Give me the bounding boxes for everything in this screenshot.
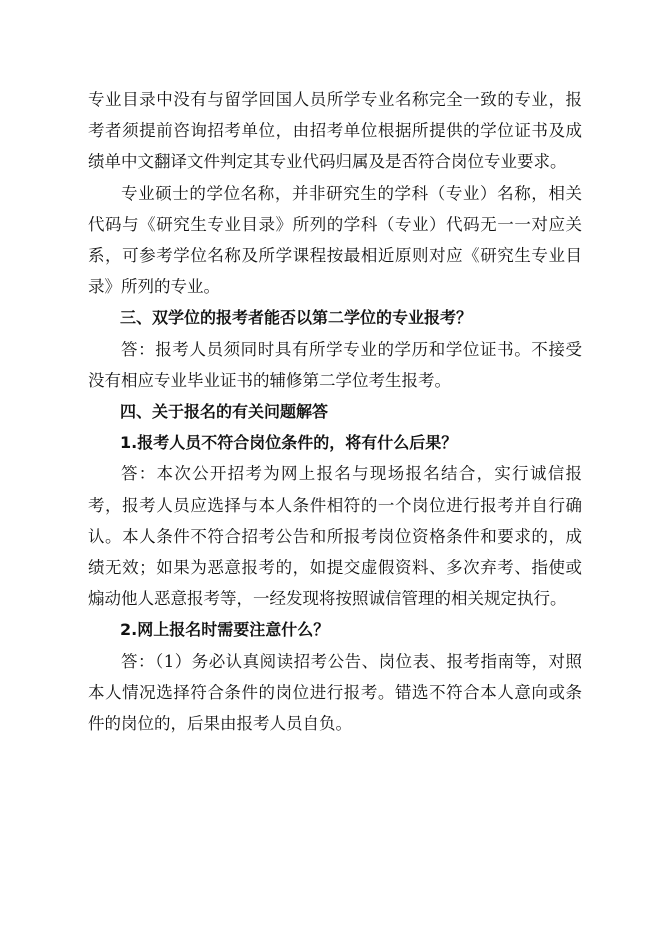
section-heading-double-degree: 三、双学位的报考者能否以第二学位的专业报考？ [120, 308, 473, 328]
question-heading-ineligible: 1.报考人员不符合岗位条件的，将有什么后果？ [120, 433, 458, 453]
paragraph-online-registration-answer: 答：（1）务必认真阅读招考公告、岗位表、报考指南等，对照本人情况选择符合条件的岗位进行报考。错选不符合本人意向或条件的岗位的，后果由报考人员自负。 [88, 651, 582, 734]
paragraph-ineligible-answer: 答：本次公开招考为网上报名与现场报名结合，实行诚信报考，报考人员应选择与本人条件相符的一个岗位进行报考并自行确认。本人条件不符合招考公告和所报考岗位资格条件和要求的，成绩无效；如果为恶意报考的，如提交虚假资料、多次弃考、指使或煽动他人恶意报考等，一经发现将按照诚信管理的相关规定执行。 [88, 464, 582, 609]
paragraph-professional-master: 专业硕士的学位名称，并非研究生的学科（专业）名称，相关代码与《研究生专业目录》所列的学科（专业）代码无一一对应关系，可参考学位名称及所学课程按最相近原则对应《研究生专业目录》所列的专业。 [88, 183, 582, 297]
document-body [88, 84, 582, 739]
paragraph-double-degree-answer: 答：报考人员须同时具有所学专业的学历和学位证书。不接受没有相应专业毕业证书的辅修第二学位考生报考。 [88, 339, 582, 390]
section-heading-registration: 四、关于报名的有关问题解答 [120, 402, 329, 422]
question-heading-online-registration: 2.网上报名时需要注意什么？ [120, 620, 330, 640]
paragraph-degree-code-consultation: 专业目录中没有与留学回国人员所学专业名称完全一致的专业，报考者须提前咨询招考单位，由招考单位根据所提供的学位证书及成绩单中文翻译文件判定其专业代码归属及是否符合岗位专业要求。 [88, 90, 582, 172]
